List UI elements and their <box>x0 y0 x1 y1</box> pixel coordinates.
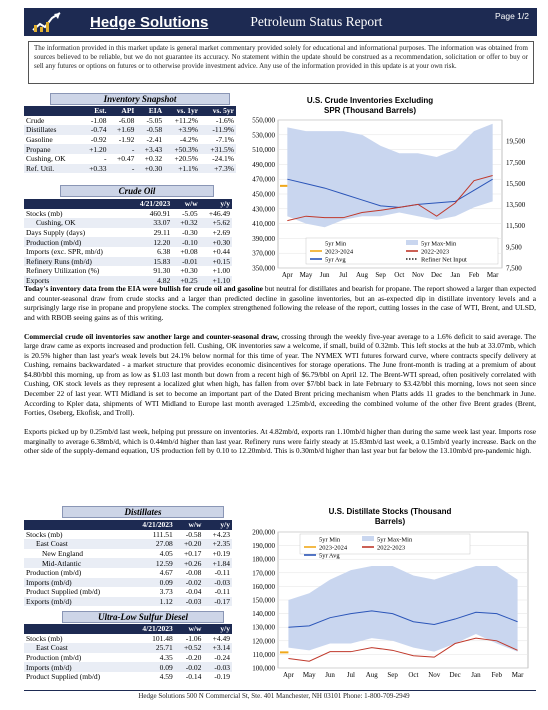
y2-tick-label: 7,500 <box>506 264 522 273</box>
row-label: Imports (mb/d) <box>24 578 129 588</box>
x-tick-label: May <box>299 271 313 279</box>
cell-value: +0.19 <box>212 549 230 559</box>
table-row <box>24 144 236 154</box>
cell-value: -0.01 <box>172 257 199 267</box>
x-tick-label: Dec <box>431 271 443 279</box>
legend-label: Refiner Net Input <box>421 256 467 264</box>
y2-tick-label: 19,500 <box>506 137 526 146</box>
table-header-row <box>24 624 232 634</box>
table-row <box>24 164 236 174</box>
cell-value: -24.1% <box>212 154 234 164</box>
cell-value: +0.30 <box>200 237 232 247</box>
cell-value: +1.10 <box>200 276 232 286</box>
column-header: 4/21/2023 <box>142 520 173 530</box>
y-tick-label: 160,000 <box>252 582 275 591</box>
x-tick-label: Apr <box>281 271 293 279</box>
cell-value: +3.14 <box>203 643 232 653</box>
y-tick-label: 370,000 <box>252 249 275 258</box>
row-label: Gasoline <box>26 135 53 145</box>
cell-value: -0.14 <box>185 672 202 682</box>
distillates-heading: Distillates <box>62 506 224 518</box>
cell-value: 0.09 <box>129 578 175 588</box>
y2-tick-label: 11,500 <box>506 222 525 231</box>
cell-value: +0.25 <box>172 276 199 286</box>
legend-label: 5yr Max-Min <box>421 240 457 248</box>
table-row <box>24 568 232 578</box>
cell-value: +11.2% <box>174 115 199 125</box>
cell-value: 4.05 <box>159 549 173 559</box>
row-label: East Coast <box>24 539 129 549</box>
cell-value: 4.82 <box>128 276 172 286</box>
y-tick-label: 130,000 <box>252 623 275 632</box>
y-tick-label: 410,000 <box>252 220 275 229</box>
cell-value: -0.17 <box>203 597 232 607</box>
cell-value: +2.69 <box>212 228 230 238</box>
y-tick-label: 530,000 <box>252 131 275 140</box>
cell-value: -7.1% <box>215 135 234 145</box>
cell-value: -0.02 <box>175 578 204 588</box>
footer-contact: Hedge Solutions 500 N Commercial St, Ste. 401 Manchester, NH 03101 Phone: 1-800-709-2949 <box>138 692 410 700</box>
x-tick-label: Nov <box>428 671 441 679</box>
row-label: Exports (mb/d) <box>24 597 129 607</box>
cell-value: +0.20 <box>175 539 204 549</box>
table-row <box>24 578 232 588</box>
x-tick-label: Nov <box>411 271 425 279</box>
row-label: Propane <box>24 144 81 154</box>
legend-label: 5yr Max-Min <box>377 536 413 544</box>
crude-inventory-chart <box>238 115 543 285</box>
cell-value: +0.32 <box>144 154 163 164</box>
column-header: 4/21/2023 <box>142 624 173 634</box>
article-paragraph-2: Commercial crude oil inventories saw another large and counter-seasonal draw, crossing through the weekly five-year average to a 1.6% deficit to said average. The large draw came as exports increased and production fell. Cushing, OK inventories saw a welcome, if small, build of 0.32mb. This left stocks at the hub at 33.07mb, which is 20.5% higher than last year's weak levels but 24.1% below normal for this time of year. The NYMEX WTI futures forward curve, where contracts specify delivery at Cushing, remains backwardated - a market structure that provides economic disincentives for storage operations. The June front-month is trading at a premium of about $4.80/bbl this morning, up from as low as $1.03 last month but down from a recent high of $6.79/bbl on April 12. The Brent-WTI spread, often positively correlated with Cushing, OK stock levels as they represent a localized glut when high, has fallen from over $7/bbl back in late February to $3.42/bbl this morning, lows not seen since December 22 of last year. WTI Midland is set to become an important part of the Dated Brent pricing mechanism when Platts adds 11 grades to the benchmark in June. According to Kpler data, shipments of WTI Midland to Europe last month averaged 1.25mb/d, exceeding the combined volume of the other five Brent grades (Brent, Forties, Oseberg, Ekofisk, and Troll). <box>24 331 537 418</box>
cell-value: -0.74 <box>81 125 109 135</box>
cell-value: +0.33 <box>81 164 109 174</box>
y-tick-label: 470,000 <box>252 175 275 184</box>
cell-value: -0.03 <box>175 597 204 607</box>
cell-value: -0.24 <box>214 653 230 663</box>
x-tick-label: Jun <box>325 671 335 679</box>
column-header: 4/21/2023 <box>139 199 171 209</box>
x-tick-label: May <box>302 671 316 679</box>
disclaimer-box <box>28 41 534 84</box>
disclaimer-text: The information provided in this market update is general market commentary provided solely for educational and informational purposes. The information was obtained from sources believed to be reliable, but we do not guarantee its accuracy. No statement within the update should be construed as a recommendation, solicitation or offer to buy or sell any futures or options on futures or to otherwise provide investment advice. Any use of the information provided in this update is at your own risk. <box>34 44 528 71</box>
footer-divider <box>24 690 536 691</box>
y-tick-label: 430,000 <box>252 205 275 214</box>
table-row <box>24 218 232 228</box>
x-tick-label: Jan <box>450 271 461 279</box>
row-label: Exports <box>24 276 128 286</box>
column-header: w/w <box>184 199 198 209</box>
table-header-row <box>24 520 232 530</box>
row-label: Production (mb/d) <box>26 568 82 578</box>
cell-value: +50.3% <box>164 144 200 154</box>
cell-value: -0.04 <box>185 587 202 597</box>
column-header: w/w <box>188 624 202 634</box>
table-row <box>24 662 232 672</box>
cell-value: +0.17 <box>184 549 202 559</box>
x-tick-label: Sep <box>387 671 398 679</box>
cell-value: 4.67 <box>159 568 173 578</box>
cell-value: +0.30 <box>136 164 164 174</box>
x-tick-label: Jun <box>319 271 330 279</box>
y-tick-label: 170,000 <box>252 569 275 578</box>
table-row <box>24 597 232 607</box>
cell-value: -0.92 <box>90 135 107 145</box>
cell-value: +1.84 <box>203 558 232 568</box>
crude-chart-title: U.S. Crude Inventories Excluding SPR (Thousand Barrels) <box>306 96 434 115</box>
cell-value: -0.03 <box>203 578 232 588</box>
legend-swatch <box>406 240 418 245</box>
article-paragraph-3: Exports picked up by 0.25mb/d last week, helping put pressure on inventories. At 4.82mb/d, exports ran 1.10mb/d higher than during the same week last year. Imports rose marginally to average 6.38mb/d, which is 0.44mb/d higher than last year. Refinery runs were fairly steady at 15.83mb/d last week, a 0.15mb/d yearly increase. Back on the other side of the supply-demand equation, US production fell by 0.10 to 12.20mb/d. This is 0.30mb/d higher than last year but far below the 13.10mb/d pre-pandemic high. <box>24 427 536 456</box>
y-tick-label: 450,000 <box>252 190 275 199</box>
table-header-row <box>24 106 236 116</box>
cell-value: 15.83 <box>128 257 172 267</box>
table-row <box>24 634 232 644</box>
y-tick-label: 180,000 <box>252 555 275 564</box>
cell-value: 111.51 <box>152 529 173 539</box>
inventory-snapshot-table <box>24 106 236 173</box>
legend-label: 2023-2024 <box>325 248 354 256</box>
cell-value: +0.32 <box>172 218 199 228</box>
cell-value: 12.59 <box>129 558 175 568</box>
ulsd-heading: Ultra-Low Sulfur Diesel <box>62 611 224 623</box>
column-header: vs. 1yr <box>176 106 199 116</box>
inventory-snapshot-heading: Inventory Snapshot <box>50 93 230 105</box>
y-tick-label: 150,000 <box>252 596 275 605</box>
crude-oil-heading: Crude Oil <box>60 185 214 197</box>
legend-label: 5yr Avg <box>319 552 340 560</box>
x-tick-label: Oct <box>394 271 405 279</box>
report-title: Petroleum Status Report <box>250 14 383 29</box>
cell-value: -0.11 <box>214 587 230 597</box>
x-tick-label: Aug <box>365 671 378 679</box>
cell-value: -6.08 <box>118 115 135 125</box>
y2-tick-label: 17,500 <box>506 158 526 167</box>
column-header <box>24 199 128 209</box>
cell-value: 4.35 <box>159 653 173 663</box>
cell-value: 91.30 <box>153 266 171 276</box>
column-header: EIA <box>148 106 163 116</box>
row-label: Product Supplied (mb/d) <box>26 587 101 597</box>
y2-tick-label: 13,500 <box>506 201 526 210</box>
x-tick-label: Mar <box>511 671 524 679</box>
cell-value: -1.6% <box>215 115 234 125</box>
cell-value: +0.47 <box>116 154 135 164</box>
cell-value: +0.44 <box>212 247 230 257</box>
y-tick-label: 200,000 <box>252 528 275 537</box>
distillate-chart-title: U.S. Distillate Stocks (Thousand Barrels) <box>328 507 452 526</box>
legend-label: 5yr Min <box>319 536 341 544</box>
table-row <box>24 549 232 559</box>
row-label: Crude <box>26 115 45 125</box>
table-row <box>24 237 232 247</box>
table-row <box>24 125 236 135</box>
table-row <box>24 209 232 219</box>
table-row <box>24 228 232 238</box>
cell-value: +3.9% <box>164 125 200 135</box>
cell-value: 12.20 <box>128 237 172 247</box>
table-row <box>24 530 232 540</box>
column-header <box>24 520 129 530</box>
row-label: East Coast <box>24 643 129 653</box>
cell-value: +1.69 <box>109 125 137 135</box>
table-header-row <box>24 199 232 209</box>
y2-tick-label: 9,500 <box>506 243 522 252</box>
cell-value: -1.06 <box>185 633 202 643</box>
brand-name: Hedge Solutions <box>90 13 209 31</box>
y-tick-label: 120,000 <box>252 637 275 646</box>
cell-value: +0.52 <box>175 643 204 653</box>
table-row <box>24 257 232 267</box>
row-label: Refinery Utilization (%) <box>26 266 100 276</box>
column-header: y/y <box>220 520 230 530</box>
cell-value: 0.09 <box>129 662 175 672</box>
row-label: Imports (exc. SPR, mb/d) <box>26 247 103 257</box>
cell-value: +1.20 <box>81 144 109 154</box>
cell-value: +20.5% <box>174 154 199 164</box>
cell-value: 27.08 <box>129 539 175 549</box>
cell-value: 25.71 <box>129 643 175 653</box>
legend-label: 2022-2023 <box>421 248 450 256</box>
report-header <box>24 8 537 36</box>
x-tick-label: Jul <box>346 671 356 679</box>
table-row <box>24 653 232 663</box>
legend-label: 2023-2024 <box>319 544 348 552</box>
cell-value: -4.2% <box>179 135 199 145</box>
table-row <box>24 266 232 276</box>
article-body <box>24 284 536 465</box>
cell-value: 6.38 <box>157 247 171 257</box>
column-header: vs. 5yr <box>212 106 234 116</box>
cell-value: +1.00 <box>212 266 230 276</box>
row-label: Cushing, OK <box>24 218 128 228</box>
cell-value: -0.02 <box>175 662 204 672</box>
cell-value: 33.07 <box>128 218 172 228</box>
table-row <box>24 587 232 597</box>
table-row <box>24 672 232 682</box>
row-label: New England <box>42 549 84 559</box>
row-label: Imports (mb/d) <box>24 662 129 672</box>
cell-value: - <box>109 164 137 174</box>
cell-value: 101.48 <box>152 633 173 643</box>
cell-value: -1.08 <box>90 115 107 125</box>
cell-value: -0.58 <box>185 529 202 539</box>
x-tick-label: Oct <box>408 671 419 679</box>
cell-value: -0.20 <box>185 653 202 663</box>
y-tick-label: 350,000 <box>252 264 275 273</box>
x-tick-label: Dec <box>449 671 461 679</box>
legend-label: 2022-2023 <box>377 544 406 552</box>
cell-value: -0.11 <box>214 568 230 578</box>
cell-value: +7.3% <box>200 164 236 174</box>
cell-value: 4.59 <box>159 672 173 682</box>
cell-value: -1.92 <box>118 135 135 145</box>
cell-value: +0.08 <box>180 247 198 257</box>
cell-value: -5.05 <box>146 115 163 125</box>
x-tick-label: Jan <box>471 671 481 679</box>
cell-value: +1.1% <box>164 164 200 174</box>
column-header <box>24 624 129 634</box>
table-row <box>24 643 232 653</box>
cell-value: -0.08 <box>185 568 202 578</box>
column-header: y/y <box>220 199 230 209</box>
y-tick-label: 390,000 <box>252 234 275 243</box>
legend-label: 5yr Min <box>325 240 347 248</box>
row-label: Cushing, OK <box>26 154 66 164</box>
y-tick-label: 140,000 <box>252 610 275 619</box>
x-tick-label: Sep <box>375 271 386 279</box>
table-row <box>24 539 232 549</box>
cell-value: +4.23 <box>212 529 230 539</box>
row-label: Mid-Atlantic <box>24 558 129 568</box>
table-row <box>24 135 236 145</box>
cell-value: +2.35 <box>203 539 232 549</box>
y2-tick-label: 15,500 <box>506 179 526 188</box>
legend-swatch <box>362 536 374 541</box>
cell-value: +0.26 <box>175 558 204 568</box>
x-tick-label: Jul <box>339 271 348 279</box>
cell-value: 460.91 <box>149 208 171 218</box>
row-label: Days Supply (days) <box>26 228 86 238</box>
legend-label: 5yr Avg <box>325 256 346 264</box>
column-header <box>24 106 81 116</box>
cell-value: 29.11 <box>153 228 171 238</box>
table-row <box>24 154 236 164</box>
cell-value: -0.03 <box>203 662 232 672</box>
cell-value: +31.5% <box>200 144 236 154</box>
x-tick-label: Aug <box>355 271 369 279</box>
row-label: Distillates <box>24 125 81 135</box>
table-row <box>24 116 236 126</box>
y-tick-label: 110,000 <box>252 650 275 659</box>
y-tick-label: 510,000 <box>252 146 275 155</box>
y-tick-label: 490,000 <box>252 160 275 169</box>
article-paragraph-1: Today's inventory data from the EIA were bullish for crude oil and gasoline but neutral for distillates and bearish for propane. The report showed a larger than expected and counter-seasonal draw from crude stocks and a larger than predicted decline in gasoline inventories, but an as-expected dip in distillate inventory levels and a surprisingly large rise in propane and propylene stocks. The complex strengthened following the release of the report, cutting losses in the case of WTI, Brent, and ULSD, and with RBOB seeing gains as of this writing. <box>24 284 536 322</box>
distillate-stocks-chart <box>238 527 543 687</box>
distillates-table <box>24 520 232 606</box>
row-label: Ref. Util. <box>24 164 81 174</box>
hedge-logo-icon <box>30 10 64 34</box>
cell-value: +46.49 <box>208 208 230 218</box>
y-tick-label: 190,000 <box>252 542 275 551</box>
column-header: Est. <box>94 106 107 116</box>
column-header: y/y <box>220 624 230 634</box>
row-label: Stocks (mb) <box>26 208 63 218</box>
cell-value: -0.10 <box>172 237 199 247</box>
cell-value: - <box>104 154 107 164</box>
cell-value: - <box>109 144 137 154</box>
page-number: Page 1/2 <box>494 11 529 21</box>
cell-value: +0.15 <box>200 257 232 267</box>
cell-value: 1.12 <box>129 597 175 607</box>
x-tick-label: Feb <box>491 671 502 679</box>
cell-value: -11.9% <box>200 125 236 135</box>
cell-value: +4.49 <box>212 633 230 643</box>
y-tick-label: 550,000 <box>252 116 275 125</box>
x-tick-label: Mar <box>486 271 499 279</box>
cell-value: +3.43 <box>136 144 164 154</box>
ulsd-table <box>24 624 232 682</box>
y-tick-label: 100,000 <box>252 664 275 673</box>
table-row <box>24 247 232 257</box>
cell-value: +0.30 <box>180 266 198 276</box>
cell-value: -2.41 <box>146 135 163 145</box>
x-tick-label: Apr <box>282 671 294 679</box>
column-header: w/w <box>188 520 202 530</box>
row-label: Refinery Runs (mb/d) <box>24 257 128 267</box>
row-label: Production (mb/d) <box>26 653 82 663</box>
row-label: Product Supplied (mb/d) <box>26 672 101 682</box>
column-header: API <box>121 106 135 116</box>
table-row <box>24 558 232 568</box>
cell-value: 3.73 <box>159 587 173 597</box>
row-label: Stocks (mb) <box>26 529 63 539</box>
cell-value: -5.05 <box>182 208 198 218</box>
x-tick-label: Feb <box>468 271 480 279</box>
crude-oil-table <box>24 199 232 285</box>
row-label: Stocks (mb) <box>26 633 63 643</box>
cell-value: -0.58 <box>136 125 164 135</box>
row-label: Production (mb/d) <box>24 237 128 247</box>
cell-value: +5.62 <box>200 218 232 228</box>
cell-value: -0.19 <box>214 672 230 682</box>
cell-value: -0.30 <box>182 228 198 238</box>
